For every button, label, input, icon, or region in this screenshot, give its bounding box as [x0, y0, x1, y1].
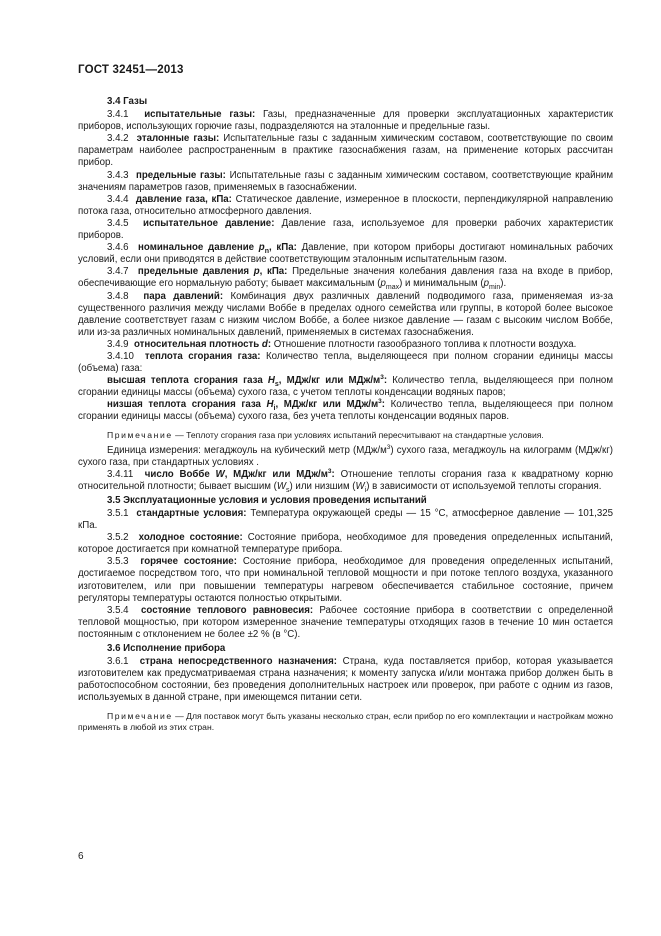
term: предельные давления p, кПа:	[137, 266, 288, 278]
document-body	[78, 94, 613, 737]
clause-3-4-2: 3.4.2 эталонные газы: Испытательные газы с заданным химическим составом, соответствующие по своим параметрам наиболее распространенным в практике газоснабжения газам, на применение которых рассчитан прибор.	[78, 133, 613, 169]
term: относительная плотность d:	[133, 338, 272, 350]
clause-3-4-5: 3.4.5 испытательное давление: Давление газа, используемое для проверки рабочих характеристик приборов.	[78, 217, 613, 242]
term: теплота сгорания газа:	[144, 350, 261, 362]
clause-3-5-2: 3.5.2 холодное состояние: Состояние прибора, необходимое для проведения определенных испытаний, которое достигается при комнатной температуре прибора.	[78, 532, 613, 556]
term: высшая теплота сгорания газа $H_s$, МДж/кг или МДж/$м^3$:	[107, 373, 388, 389]
term: горячее состояние:	[140, 556, 237, 568]
clause-3-4-7: 3.4.7 предельные давления p, кПа: Предельные значения колебания давления газа на входе в прибор, обеспечивающие его нормальную работу; бывает максимальным $(p_{max})$ и минимальным $(p_{min})$.	[78, 266, 614, 292]
clause-3-6-1: 3.6.1 страна непосредственного назначения: Страна, куда поставляется прибор, которая указывается изготовителем как предусматриваемая страна назначения; к моменту запуска и/или монтажа прибор должен быть в работоспособном состоянии, без проведения дополнительных настроек или проверок, при работе с одним из газов, используемых в данной стране, при имеющемся питании сети.	[78, 656, 613, 704]
term: номинальное давление $p_n$, кПа:	[138, 242, 297, 256]
clause-3-4-11: 3.4.11 число Воббе W, МДж/кг или МДж/$м^3$: Отношение теплоты сгорания газа к квадратному корню относительной плотности; бывает высшим $(W_s)$ или низшим $(W_i)$ в зависимости от используемой теплоты сгорания.	[78, 467, 613, 494]
clause-3-4-3: 3.4.3 предельные газы: Испытательные газы с заданным химическим составом, соответствующие крайним значениям параметров газов, применяемых в газоснабжении.	[78, 169, 613, 193]
term: страна непосредственного назначения:	[139, 656, 337, 668]
section-title-3-5: 3.5 Эксплуатационные условия и условия проведения испытаний	[107, 494, 427, 506]
term: низшая теплота сгорания газа $H_i$, МДж/кг или МДж/$м^3$:	[107, 398, 386, 413]
clause-3-5-4: 3.5.4 состояние теплового равновесия: Рабочее состояние прибора в соответствии с определенной тепловой мощностью, при котором измеренное значение температуры отходящих газов в течение 10 мин остается постоянным с отклонением не более ±2 % (в °С).	[78, 604, 613, 640]
term: пара давлений:	[143, 290, 224, 302]
term: число Воббе W, МДж/кг или МДж/$м^3$:	[144, 467, 335, 480]
note-destination-countries: Примечание — Для поставок могут быть указаны несколько стран, если прибор по его комплектации и настройкам можно применять в любой из этих стран.	[78, 710, 613, 732]
clause-3-5-3: 3.5.3 горячее состояние: Состояние прибора, необходимое для проведения определенных испытаний, достигаемое посредством того, что при номинальной тепловой мощности и при потоке теплого воздуха, указанного изготовителем, или при повышении температуры нагревом обеспечивается стабильное состояние, причем регуляторы температуры остаются полностью открытыми.	[78, 556, 614, 604]
section-title-3-6: 3.6 Исполнение прибора	[107, 643, 226, 655]
term: состояние теплового равновесия:	[141, 604, 314, 616]
clause-higher-heat: высшая теплота сгорания газа $H_s$, МДж/кг или МДж/$м^3$: Количество тепла, выделяющееся при полном сгорании единицы массы (объема) сухого газа, с учетом теплоты конденсации водяных паров;	[78, 373, 613, 399]
note-heat-conditions: Примечание — Теплоту сгорания газа при условиях испытаний пересчитывают на стандартные условия.	[107, 429, 544, 440]
term: испытательные газы:	[144, 109, 256, 121]
term: предельные газы:	[136, 169, 226, 181]
section-title-3-4: 3.4 Газы	[107, 96, 148, 107]
clause-3-4-8: 3.4.8 пара давлений: Комбинация двух различных давлений подводимого газа, применяемая из-за существенного различия между числами Воббе в пределах одного семейства или группы, в которой более высокое давление соответствует газам с низким числом Воббе, а более низкое давление — газам с высоким числом Воббе, или из-за различных номинальных давлений, применяемых в системах газоснабжения.	[78, 290, 613, 338]
clause-3-4-4: 3.4.4 давление газа, кПа: Статическое давление, измеренное в плоскости, перпендикулярной направлению потока газа, относительно атмосферного давления.	[78, 193, 613, 217]
term: холодное состояние:	[138, 532, 243, 544]
term: испытательное давление:	[143, 217, 275, 229]
page-number: 6	[78, 851, 84, 862]
clause-lower-heat: низшая теплота сгорания газа $H_i$, МДж/кг или МДж/$м^3$: Количество тепла, выделяющееся при полном сгорании единицы массы (объема) сухого газа, без учета теплоты конденсации водяных паров.	[78, 398, 613, 423]
term: стандартные условия:	[136, 508, 247, 519]
document-header: ГОСТ 32451—2013	[78, 64, 184, 76]
clause-3-5-1: 3.5.1 стандартные условия: Температура окружающей среды — 15 °С, атмосферное давление — 101,325 кПа.	[78, 508, 613, 532]
clause-3-4-6: 3.4.6 номинальное давление $p_n$, кПа: Давление, при котором приборы достигают номинальных рабочих условий, если они приводятся в действие соответствующим эталонным испытательным газом.	[78, 242, 614, 266]
clause-3-4-9: 3.4.9 относительная плотность d: Отношение плотности газообразного топлива к плотности воздуха.	[107, 338, 577, 350]
term: давление газа, кПа:	[135, 193, 232, 205]
term: эталонные газы:	[136, 133, 220, 145]
unit-of-measure: Единица измерения: мегаджоуль на кубический метр $(МДж/м^3)$ сухого газа, мегаджоуль на килограмм (МДж/кг) сухого газа, при стандартных условиях .	[78, 443, 613, 468]
clause-3-4-1: 3.4.1 испытательные газы: Газы, предназначенные для проверки эксплуатационных характеристик приборов, использующих горючие газы, подразделяются на эталонные и предельные газы.	[78, 109, 613, 133]
clause-3-4-10: 3.4.10 теплота сгорания газа: Количество тепла, выделяющееся при полном сгорании единицы массы (объема) газа:	[78, 350, 613, 375]
